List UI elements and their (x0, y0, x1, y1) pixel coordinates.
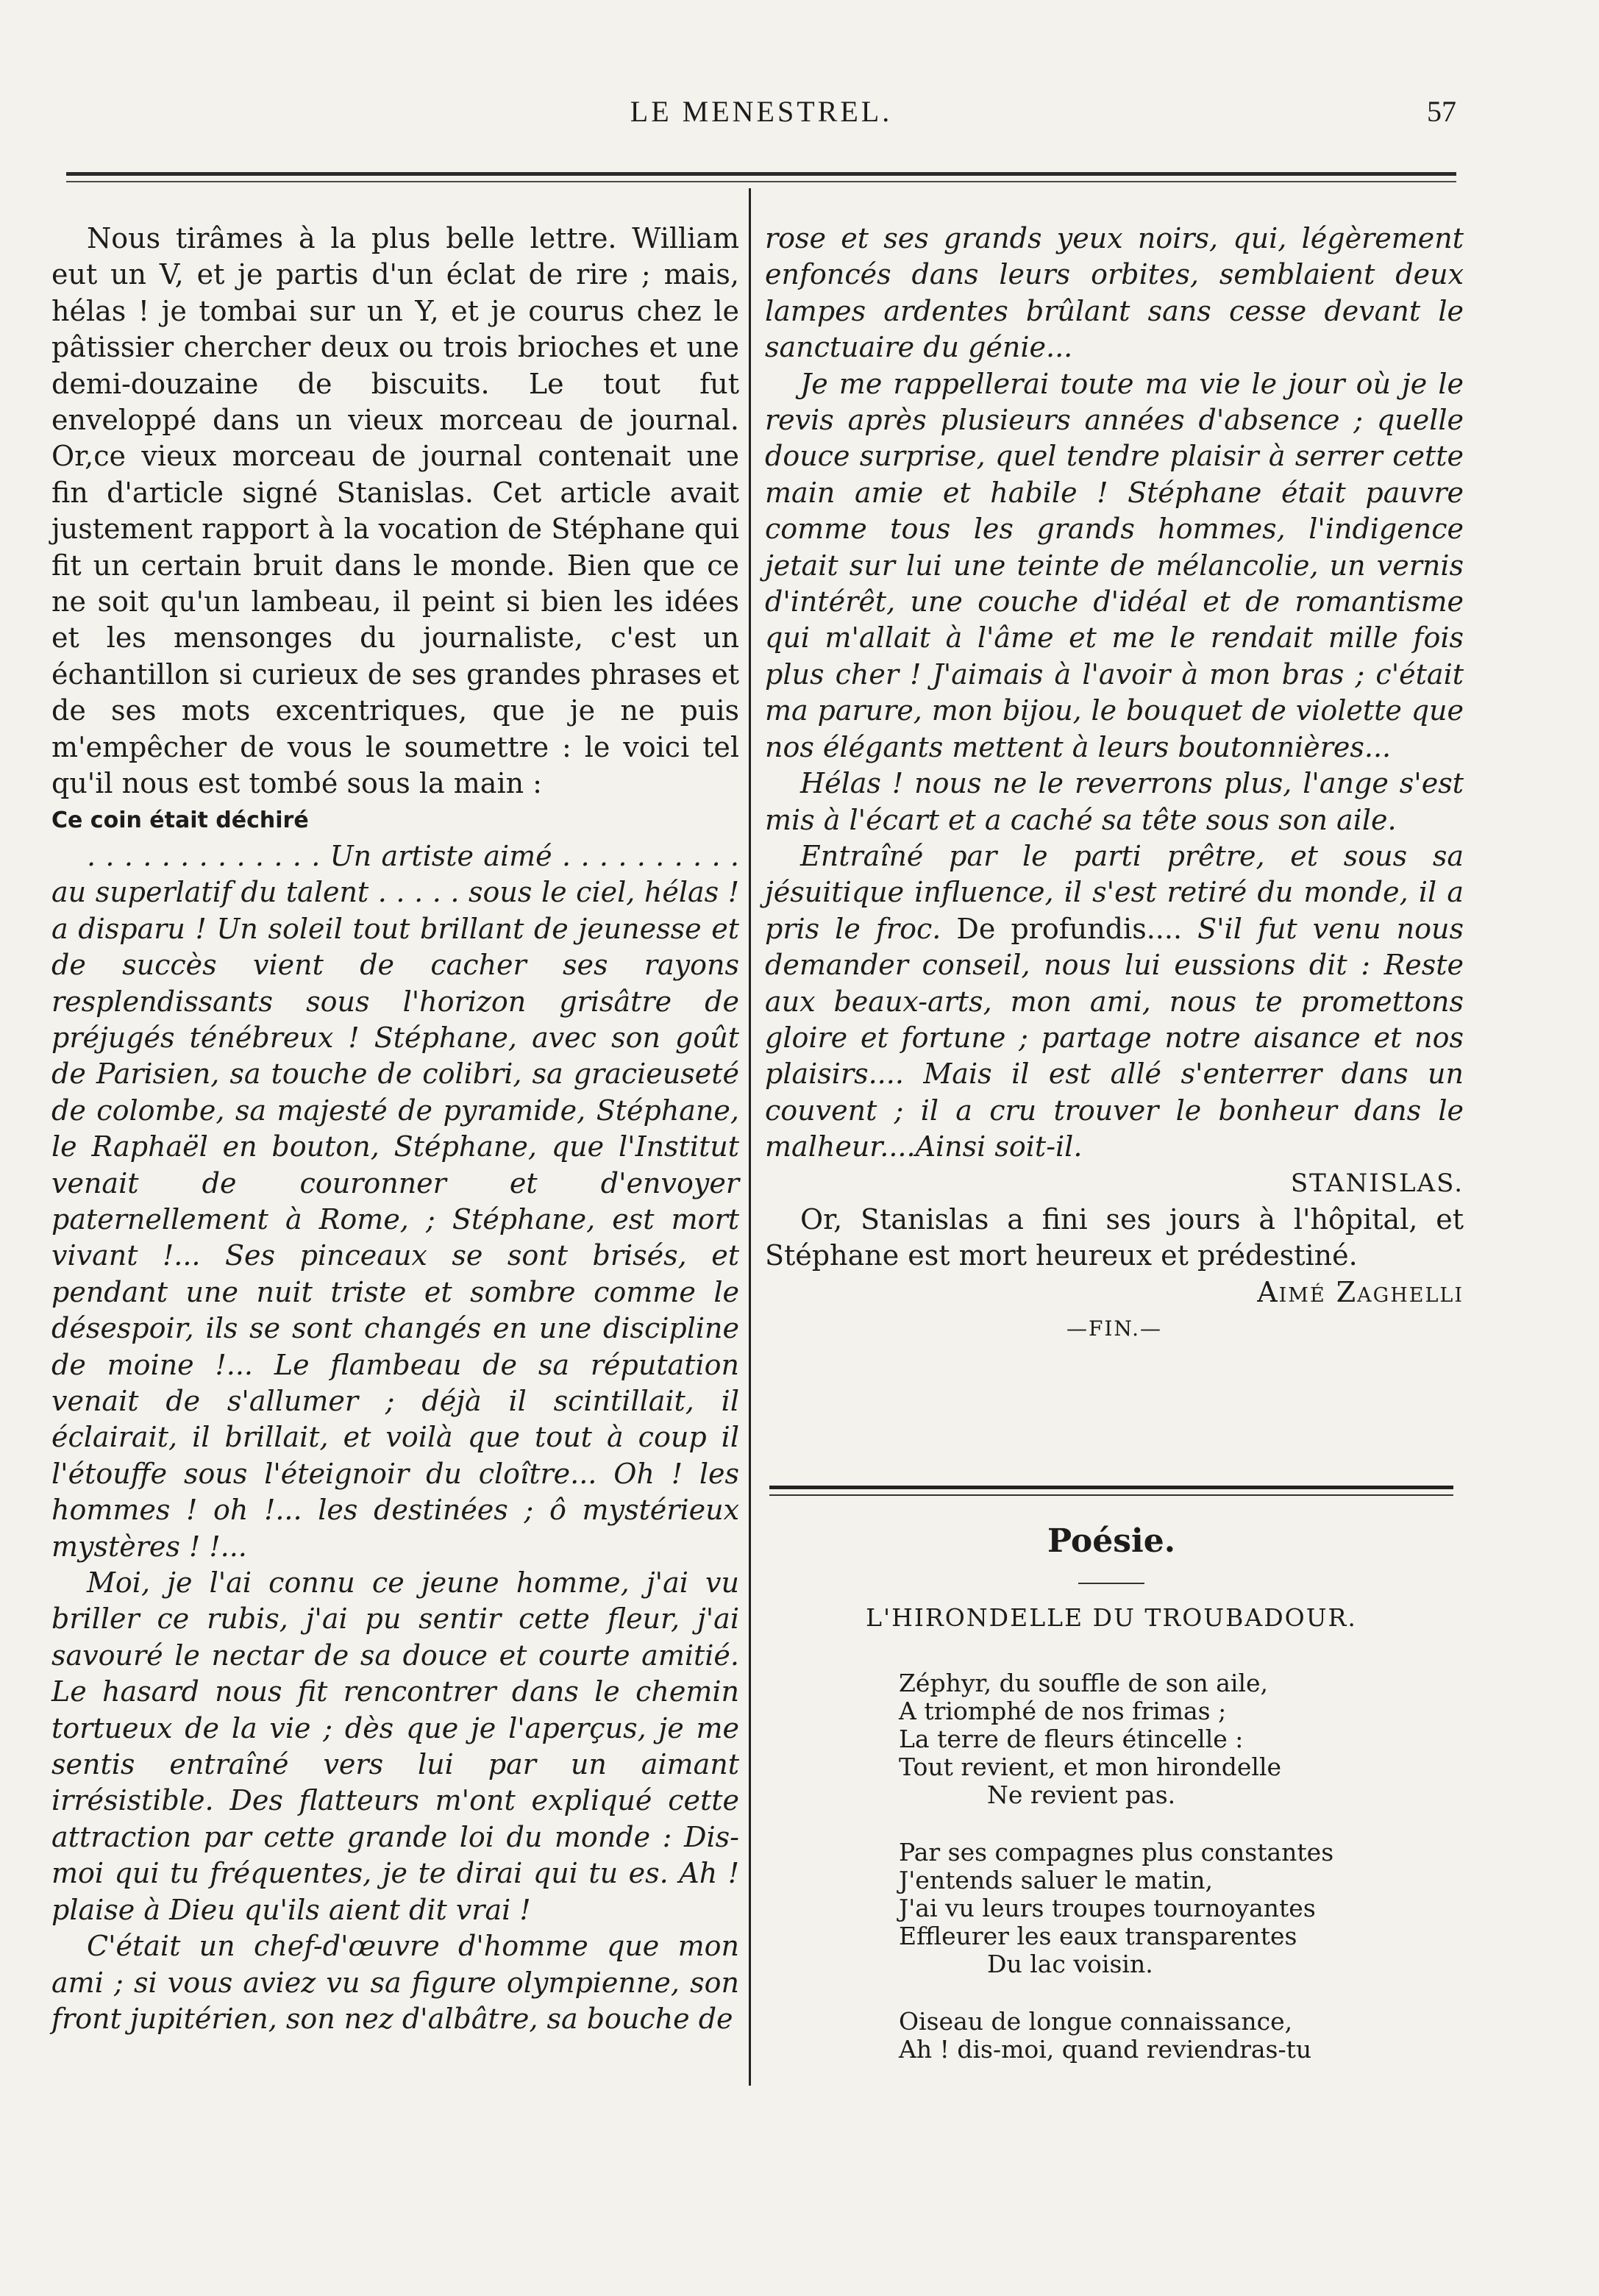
page-header (66, 94, 1456, 146)
poem-line: Oiseau de longue connaissance, (899, 2007, 1293, 2036)
paragraph-rose: rose et ses grands yeux noirs, qui, légèrement enfoncés dans leurs orbites, semblaient deux lampes ardentes brûlant sans cesse devant le sanctuaire du génie... (765, 222, 1464, 364)
poem-line: La terre de fleurs étincelle : (899, 1725, 1244, 1753)
poem-line: J'entends saluer le matin, (899, 1866, 1213, 1894)
right-column (765, 221, 1464, 1347)
title-dash (1078, 1583, 1144, 1584)
article-excerpt: . . . . . . . . . . . . . Un artiste aimé . . . . . . . . . . au superlatif du talent . . . . . sous le ciel, hélas ! a disparu ! Un soleil tout brillant de jeunesse et de succès vient de cacher ses rayons resplendissants sous l'horizon grisâtre de préjugés ténébreux ! Stéphane, avec son goût de Parisien, sa touche de colibri, sa gracieuseté de colombe, sa majesté de pyramide, Stéphane, le Raphaël en bouton, Stéphane, que l'Institut venait de couronner et d'envoyer paternellement à Rome, ; Stéphane, est mort vivant !... Ses pinceaux se sont brisés, et pendant une nuit triste et sombre comme le désespoir, ils se sont changés en une discipline de moine !... Le flambeau de sa réputation venait de s'allumer ; déjà il scintillait, il éclairait, il brillait, et voilà que tout à coup il l'étouffe sous l'éteignoir du cloître... Oh ! les hommes ! oh !... les destinées ; ô mystérieux mystères ! !... (51, 839, 739, 1563)
de-profundis: De profundis.... (941, 912, 1198, 945)
paragraph-rappellerai: Je me rappellerai toute ma vie le jour où je le revis après plusieurs années d'absence ; quelle douce surprise, quel tendre plaisir à serrer cette main amie et habile ! Stéphane était pauvre comme tous les grands hommes, l'indigence jetait sur lui une teinte de mélancolie, un vernis d'intérêt, une couche d'idéal et de romantisme qui m'allait à l'âme et me le rendait mille fois plus cher ! J'aimais à l'avoir à mon bras ; c'était ma parure, mon bijou, le bouquet de violette que nos élégants mettent à leurs boutonnières... (765, 367, 1464, 763)
poem-title: L'HIRONDELLE DU TROUBADOUR. (866, 1603, 1357, 1632)
poem-line: Tout revient, et mon hirondelle (899, 1753, 1282, 1781)
poem-line: J'ai vu leurs troupes tournoyantes (899, 1894, 1316, 1922)
left-column (51, 221, 739, 2037)
paragraph-chef-doeuvre: C'était un chef-d'œuvre d'homme que mon ami ; si vous aviez vu sa figure olympienne, son front jupitérien, son nez d'albâtre, sa bouche de (51, 1930, 739, 2035)
poetry-rule-thick (769, 1486, 1453, 1489)
paragraph-conclusion: Or, Stanislas a fini ses jours à l'hôpital, et Stéphane est mort heureux et prédestiné. (765, 1202, 1464, 1272)
paragraph-lettre: Nous tirâmes à la plus belle lettre. William eut un V, et je partis d'un éclat de rire ; mais, hélas ! je tombai sur un Y, et je courus chez le pâtissier chercher deux ou trois brioches et une demi-douzaine de biscuits. Le tout fut enveloppé dans un vieux morceau de journal. Or,ce vieux morceau de journal contenait une fin d'article signé Stanislas. Cet article avait justement rapport à la vocation de Stéphane qui fit un certain bruit dans le monde. Bien que ce ne soit qu'un lambeau, il peint si bien les idées et les mensonges du journaliste, c'est un échantillon si curieux de ses grandes phrases et de ses mots excentriques, que je ne puis m'empêcher de vous le soumettre : le voici tel qu'il nous est tombé sous la main : (51, 222, 739, 800)
poem-refrain: Du lac voisin. (987, 1950, 1153, 1978)
poem-refrain: Ne revient pas. (987, 1780, 1176, 1809)
torn-corner-note: Ce coin était déchiré (51, 807, 309, 833)
stanza-1 (899, 1669, 1458, 1809)
paragraph-moi: Moi, je l'ai connu ce jeune homme, j'ai vu briller ce rubis, j'ai pu sentir cette fleur, j'ai savouré le nectar de sa douce et courte amitié. Le hasard nous fit rencontrer dans le chemin tortueux de la vie ; dès que je l'aperçus, je me sentis entraîné vers lui par un aimant irrésistible. Des flatteurs m'ont expliqué cette attraction par cette grande loi du monde : Dis-moi qui tu fréquentes, je te dirai qui tu es. Ah ! plaise à Dieu qu'ils aient dit vrai ! (51, 1566, 739, 1926)
entraine-text: Entraîné par le parti prêtre, et sous sa jésuitique influence, il s'est retiré du monde, il a pris le froc. (765, 839, 1464, 945)
poem-line: Zéphyr, du souffle de son aile, (899, 1669, 1269, 1697)
poem-line: Effleurer les eaux transparentes (899, 1922, 1297, 1950)
paragraph-helas: Hélas ! nous ne le reverrons plus, l'ange s'est mis à l'écart et a caché sa tête sous son aile. (765, 767, 1464, 836)
article-signature: STANISLAS. (1290, 1168, 1464, 1198)
header-rule-thin (66, 181, 1456, 182)
poetry-section-heading: Poésie. (1047, 1522, 1176, 1560)
poetry-rule-thin (769, 1494, 1453, 1496)
stanza-2 (899, 1839, 1458, 1978)
author-name: Aimé Zaghelli (1257, 1275, 1464, 1308)
poem-body (899, 1669, 1458, 2093)
header-rule-thick (66, 172, 1456, 176)
stanza-3 (899, 2008, 1458, 2064)
page-number: 57 (1427, 95, 1456, 128)
poem-line: Ah ! dis-moi, quand reviendras-tu (899, 2035, 1312, 2064)
poem-line: A triomphé de nos frimas ; (899, 1697, 1227, 1725)
fin-marker: —FIN.— (1066, 1316, 1163, 1341)
journal-title: LE MENESTREL. (630, 95, 893, 128)
conseil-text: S'il fut venu nous demander conseil, nous lui eussions dit : Reste aux beaux-arts, mon ami, nous te promettons gloire et fortune ; partage notre aisance et nos plaisirs.... Mais il est allé s'enterrer dans un couvent ; il a cru trouver le bonheur dans le malheur....Ainsi soit-il. (765, 912, 1464, 1163)
column-divider (749, 188, 751, 2086)
poem-line: Par ses compagnes plus constantes (899, 1838, 1334, 1867)
paragraph-entraine (765, 838, 1464, 1166)
